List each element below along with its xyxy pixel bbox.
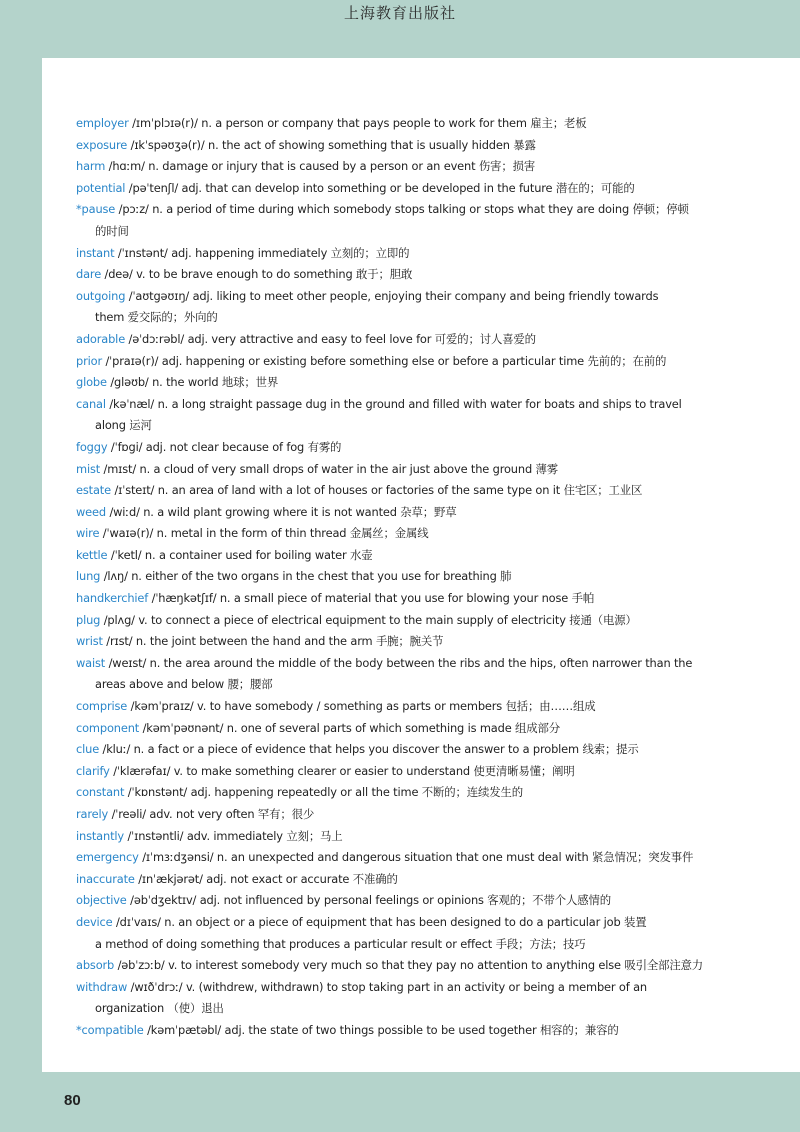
definition-text: /ˈwaɪə(r)/ n. metal in the form of thin thread 金属丝；金属线 xyxy=(99,526,429,541)
vocabulary-entry xyxy=(76,826,716,848)
headword: device xyxy=(76,914,113,929)
definition-text: /hɑːm/ n. damage or injury that is caused by a person or an event 伤害；损害 xyxy=(105,159,536,174)
vocabulary-entry xyxy=(76,178,716,200)
vocabulary-entry xyxy=(76,372,716,394)
definition-text: /ˈfɒgi/ adj. not clear because of fog 有雾的 xyxy=(107,439,342,454)
definition-text: areas above and below 腰；腰部 xyxy=(95,677,273,692)
definition-text: /əbˈzɔːb/ v. to interest somebody very much so that they pay no attention to anything else 吸引全部注意力 xyxy=(114,958,704,973)
vocabulary-entry-continuation xyxy=(76,674,716,696)
headword: mist xyxy=(76,461,101,476)
definition-text: /ˈaʊtgəʊɪŋ/ adj. liking to meet other people, enjoying their company and being friendly towards xyxy=(125,288,659,303)
definition-text: /ˈhæŋkətʃɪf/ n. a small piece of material that you use for blowing your nose 手帕 xyxy=(148,591,595,606)
vocabulary-entry xyxy=(76,264,716,286)
headword: comprise xyxy=(76,699,128,714)
vocabulary-entry xyxy=(76,890,716,912)
vocabulary-entry xyxy=(76,653,716,675)
definition-text: a method of doing something that produces a particular result or effect 手段；方法；技巧 xyxy=(95,936,586,951)
definition-text: along 运河 xyxy=(95,418,152,433)
headword: *compatible xyxy=(76,1022,144,1037)
headword: withdraw xyxy=(76,979,128,994)
definition-text: /wɪðˈdrɔː/ v. (withdrew, withdrawn) to stop taking part in an activity or being a member of an xyxy=(127,979,647,994)
headword: estate xyxy=(76,483,111,498)
vocabulary-entry-continuation xyxy=(76,221,716,243)
headword: clue xyxy=(76,742,100,757)
vocabulary-entry xyxy=(76,199,716,221)
definition-text: /ˈreəli/ adv. not very often 罕有；很少 xyxy=(108,807,315,821)
definition-text: them 爱交际的；外向的 xyxy=(95,310,218,325)
headword: inaccurate xyxy=(76,871,135,886)
vocabulary-entry xyxy=(76,545,716,567)
headword: prior xyxy=(76,353,102,368)
vocabulary-entry xyxy=(76,847,716,869)
headword: absorb xyxy=(76,958,115,973)
headword: component xyxy=(76,720,140,735)
vocabulary-entry xyxy=(76,566,716,588)
vocabulary-entry xyxy=(76,394,716,416)
definition-text: /ɪˈmɜːdʒənsi/ n. an unexpected and dangerous situation that one must deal with 紧急情况；突发事件 xyxy=(138,850,694,865)
definition-text: /gləʊb/ n. the world 地球；世界 xyxy=(106,375,279,390)
definition-text: /kəmˈpəʊnənt/ n. one of several parts of which something is made 组成部分 xyxy=(139,720,561,735)
definition-text: /ɪmˈplɔɪə(r)/ n. a person or company that pays people to work for them 雇主；老板 xyxy=(128,116,587,130)
headword: constant xyxy=(76,785,125,800)
headword: plug xyxy=(76,612,101,627)
definition-text: /dɪˈvaɪs/ n. an object or a piece of equipment that has been designed to do a particular job 装置 xyxy=(112,914,647,929)
definition-text: /lʌŋ/ n. either of the two organs in the chest that you use for breathing 肺 xyxy=(100,569,512,584)
vocabulary-entry xyxy=(76,243,716,265)
definition-text: /deə/ v. to be brave enough to do something 敢于；胆敢 xyxy=(101,267,413,282)
definition-text: /wiːd/ n. a wild plant growing where it is not wanted 杂草；野草 xyxy=(105,504,457,519)
vocabulary-entry xyxy=(76,156,716,178)
headword: potential xyxy=(76,180,126,195)
vocabulary-entry-continuation xyxy=(76,307,716,329)
definition-text: /pɔːz/ n. a period of time during which somebody stops talking or stops what they are doing 停顿；停顿 xyxy=(115,202,689,217)
vocabulary-entry xyxy=(76,135,716,157)
headword: dare xyxy=(76,267,102,282)
definition-text: /ˈɪnstəntli/ adv. immediately 立刻；马上 xyxy=(124,828,343,843)
headword: handkerchief xyxy=(76,591,149,606)
headword: waist xyxy=(76,655,106,670)
headword: outgoing xyxy=(76,288,126,303)
headword: employer xyxy=(76,116,129,130)
headword: weed xyxy=(76,504,106,519)
vocabulary-entry xyxy=(76,696,716,718)
headword: adorable xyxy=(76,331,126,346)
vocabulary-entry xyxy=(76,718,716,740)
definition-text: organization （使）退出 xyxy=(95,1001,224,1016)
definition-text: /əbˈdʒektɪv/ adj. not influenced by personal feelings or opinions 客观的；不带个人感情的 xyxy=(126,893,611,908)
definition-text: 的时间 xyxy=(95,223,129,238)
vocabulary-entry xyxy=(76,459,716,481)
definition-text: /kəˈnæl/ n. a long straight passage dug in the ground and filled with water for boats and ships to travel xyxy=(105,396,682,411)
vocabulary-entry xyxy=(76,631,716,653)
publisher-header: 上海教育出版社 xyxy=(343,4,456,22)
vocabulary-entry xyxy=(76,977,716,999)
headword: wire xyxy=(76,526,100,541)
definition-text: /ˈkɒnstənt/ adj. happening repeatedly or all the time 不断的；连续发生的 xyxy=(124,785,523,800)
vocabulary-entry xyxy=(76,782,716,804)
headword: exposure xyxy=(76,137,128,152)
headword: harm xyxy=(76,159,106,174)
vocabulary-entry xyxy=(76,588,716,610)
page-number: 80 xyxy=(64,1092,81,1109)
definition-text: /weɪst/ n. the area around the middle of the body between the ribs and the hips, often narrower than the xyxy=(105,655,693,670)
vocabulary-entry xyxy=(76,480,716,502)
vocabulary-entry xyxy=(76,912,716,934)
definition-text: /kəmˈpætəbl/ adj. the state of two things possible to be used together 相容的；兼容的 xyxy=(143,1022,619,1037)
headword: instantly xyxy=(76,828,125,843)
definition-text: /rɪst/ n. the joint between the hand and the arm 手腕；腕关节 xyxy=(102,634,444,649)
vocabulary-entry-continuation xyxy=(76,998,716,1020)
definition-text: /ˈɪnstənt/ adj. happening immediately 立刻的；立即的 xyxy=(114,245,410,260)
vocabulary-entry xyxy=(76,1020,716,1042)
headword: kettle xyxy=(76,547,108,562)
vocabulary-entry-continuation xyxy=(76,934,716,956)
vocabulary-entry xyxy=(76,329,716,351)
definition-text: /ˈketl/ n. a container used for boiling water 水壶 xyxy=(107,547,373,562)
definition-text: /əˈdɔːrəbl/ adj. very attractive and easy to feel love for 可爱的；讨人喜爱的 xyxy=(125,331,536,346)
definition-text: /pəˈtenʃl/ adj. that can develop into something or be developed in the future 潜在的；可能的 xyxy=(125,180,635,195)
vocabulary-entry-continuation xyxy=(76,415,716,437)
headword: wrist xyxy=(76,634,103,649)
vocabulary-entry xyxy=(76,761,716,783)
headword: globe xyxy=(76,375,107,390)
headword: emergency xyxy=(76,850,139,865)
definition-text: /ɪnˈækjərət/ adj. not exact or accurate 不准确的 xyxy=(134,871,398,886)
vocabulary-entry xyxy=(76,437,716,459)
vocabulary-entry xyxy=(76,523,716,545)
definition-text: /ɪˈsteɪt/ n. an area of land with a lot of houses or factories of the same type on it 住宅区；工业区 xyxy=(110,483,643,498)
vocabulary-entry xyxy=(76,804,716,826)
vocabulary-entry xyxy=(76,610,716,632)
vocabulary-list xyxy=(76,113,716,1042)
headword: lung xyxy=(76,569,101,584)
vocabulary-entry xyxy=(76,113,716,135)
definition-text: /ɪkˈspəʊʒə(r)/ n. the act of showing something that is usually hidden 暴露 xyxy=(127,137,536,152)
vocabulary-entry xyxy=(76,286,716,308)
headword: rarely xyxy=(76,807,109,821)
headword: canal xyxy=(76,396,106,411)
vocabulary-entry xyxy=(76,955,716,977)
headword: foggy xyxy=(76,439,108,454)
definition-text: /kəmˈpraɪz/ v. to have somebody / something as parts or members 包括；由……组成 xyxy=(127,699,596,714)
vocabulary-page xyxy=(42,58,800,1072)
headword: clarify xyxy=(76,763,110,778)
definition-text: /ˈpraɪə(r)/ adj. happening or existing before something else or before a particular time 先前的；在前的 xyxy=(101,353,667,368)
definition-text: /ˈklærəfaɪ/ v. to make something clearer or easier to understand 使更清晰易懂；阐明 xyxy=(109,763,575,778)
vocabulary-entry xyxy=(76,351,716,373)
vocabulary-entry xyxy=(76,502,716,524)
headword: instant xyxy=(76,245,115,260)
vocabulary-entry xyxy=(76,869,716,891)
vocabulary-entry xyxy=(76,739,716,761)
headword: objective xyxy=(76,893,127,908)
headword: *pause xyxy=(76,202,116,217)
definition-text: /mɪst/ n. a cloud of very small drops of water in the air just above the ground 薄雾 xyxy=(100,461,558,476)
definition-text: /plʌg/ v. to connect a piece of electrical equipment to the main supply of electricity 接通（电源） xyxy=(100,612,637,627)
definition-text: /kluː/ n. a fact or a piece of evidence that helps you discover the answer to a problem 线索；提示 xyxy=(99,742,639,757)
